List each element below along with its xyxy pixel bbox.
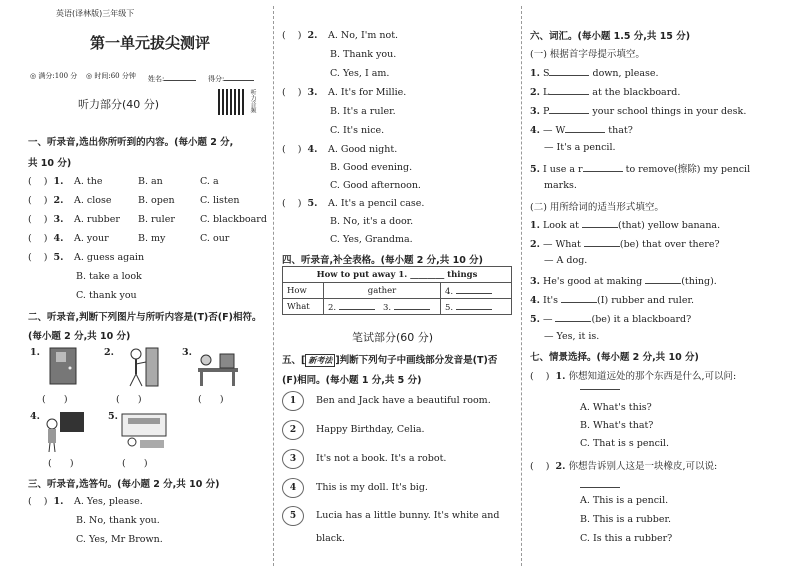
column-divider <box>521 6 522 566</box>
fill-item: 1. S down, please. <box>530 68 659 79</box>
option-b[interactable]: B. my <box>138 233 166 244</box>
column-left <box>28 0 266 572</box>
score-field[interactable] <box>208 71 254 84</box>
sentence: Lucia has a little bunny. It's white and <box>316 510 500 521</box>
boy-opening-door-icon <box>122 344 162 388</box>
fill-item: 3. P your school things in your desk. <box>530 106 747 117</box>
table-cell-what: What <box>283 299 324 315</box>
option-b[interactable]: B. No, thank you. <box>76 515 160 526</box>
table-cell-gather: gather <box>324 283 441 299</box>
option-c[interactable]: C. listen <box>200 195 240 206</box>
option-b[interactable]: B. What's that? <box>580 420 654 431</box>
option-a[interactable]: A. Good night. <box>328 144 398 155</box>
option-b[interactable]: B. This is a rubber. <box>580 514 671 525</box>
answer-blank[interactable] <box>583 162 623 172</box>
option-a[interactable]: A. rubber <box>74 214 120 225</box>
subsection-heading: (一) 根据首字母提示填空。 <box>530 49 645 60</box>
option-c[interactable]: C. It's nice. <box>330 125 385 136</box>
answer-circle[interactable]: 4 <box>282 478 304 498</box>
answer-blank[interactable] <box>582 218 618 228</box>
answer-blank[interactable] <box>549 66 589 76</box>
answer-blank[interactable] <box>580 478 620 488</box>
picture-number: 5. <box>108 411 118 422</box>
answer-blank[interactable] <box>549 85 589 95</box>
section2-heading: 二、听录音,判断下列图片与所听内容是(T)否(F)相符。 <box>28 312 262 323</box>
option-c[interactable]: C. thank you <box>76 290 137 301</box>
section3-heading: 三、听录音,选答句。(每小题 2 分,共 10 分) <box>28 479 220 490</box>
option-c[interactable]: C. Yes, I am. <box>330 68 390 79</box>
desk-scene-icon <box>196 350 240 388</box>
picture-number: 2. <box>104 347 114 358</box>
section5-heading: 五、[ 新考法 ]判断下列句子中画线部分发音是(T)否 <box>282 355 498 366</box>
section1-heading-cont: 共 10 分) <box>28 158 72 169</box>
score-label: 得分: <box>208 75 225 83</box>
section6-heading: 六、词汇。(每小题 1.5 分,共 15 分) <box>530 31 691 42</box>
classroom-icon <box>120 412 168 452</box>
column-middle <box>282 0 514 572</box>
score-info: ◎ 满分:100 分 <box>30 72 78 80</box>
door-picture-icon <box>48 346 78 386</box>
sentence: This is my doll. It's big. <box>316 482 428 493</box>
option-c[interactable]: C. Yes, Mr Brown. <box>76 534 163 545</box>
column-right <box>530 0 770 572</box>
option-a[interactable]: A. It's for Millie. <box>328 87 407 98</box>
qr-code-icon[interactable] <box>218 89 244 115</box>
list-item: ( ) 2. 你想告诉别人这是一块橡皮,可以说: <box>530 461 718 472</box>
option-b[interactable]: B. It's a ruler. <box>330 106 396 117</box>
name-label: 姓名: <box>148 75 165 83</box>
column-divider <box>273 6 274 566</box>
teacher-blackboard-icon <box>42 410 86 454</box>
option-a[interactable]: A. What's this? <box>580 402 652 413</box>
option-c[interactable]: C. That is s pencil. <box>580 438 669 449</box>
sentence: Happy Birthday, Celia. <box>316 424 425 435</box>
picture-number: 3. <box>182 347 192 358</box>
list-item: ( ) 3. <box>28 214 64 225</box>
fill-item-reply: — Yes, it is. <box>544 331 600 342</box>
section1-heading: 一、听录音,选出你所听到的内容。(每小题 2 分, <box>28 137 234 148</box>
answer-paren[interactable]: ( ) <box>42 394 68 405</box>
fill-table <box>282 266 512 315</box>
fill-item: 1. Look at (that) yellow banana. <box>530 220 721 231</box>
list-item: ( ) 4. <box>282 144 318 155</box>
option-a[interactable]: A. guess again <box>74 252 145 263</box>
list-item: ( ) 3. <box>282 87 318 98</box>
option-c[interactable]: C. blackboard <box>200 214 267 225</box>
section7-heading: 七、情景选择。(每小题 2 分,共 10 分) <box>530 352 699 363</box>
fill-item: 3. He's good at making (thing). <box>530 276 717 287</box>
option-c[interactable]: C. a <box>200 176 219 187</box>
answer-circle[interactable]: 5 <box>282 506 304 526</box>
answer-blank[interactable] <box>580 380 620 390</box>
option-a[interactable]: A. This is a pencil. <box>580 495 669 506</box>
picture-number: 1. <box>30 347 40 358</box>
answer-blank[interactable] <box>584 237 620 247</box>
page-title: 第一单元拔尖测评 <box>90 34 211 52</box>
answer-blank[interactable] <box>645 274 681 284</box>
option-b[interactable]: B. No, it's a door. <box>330 216 414 227</box>
answer-blank[interactable] <box>555 312 591 322</box>
option-a[interactable]: A. No, I'm not. <box>328 30 399 41</box>
option-c[interactable]: C. our <box>200 233 230 244</box>
name-field[interactable] <box>148 71 196 84</box>
fill-item: 5. I use a r to remove(擦除) my pencil <box>530 164 751 175</box>
picture-number: 4. <box>30 411 40 422</box>
fill-item: 2. — What (be) that over there? <box>530 239 720 250</box>
fill-item-reply: — It's a pencil. <box>544 142 616 153</box>
answer-blank[interactable] <box>549 104 589 114</box>
list-item: ( ) 4. <box>28 233 64 244</box>
qr-label: 听力音频 <box>249 89 256 113</box>
option-b[interactable]: B. take a look <box>76 271 142 282</box>
new-format-tag: 新考法 <box>305 354 335 367</box>
list-item: ( ) 1. <box>28 176 64 187</box>
answer-blank[interactable] <box>561 293 597 303</box>
answer-paren[interactable]: ( ) <box>116 394 142 405</box>
sentence: It's not a book. It's a robot. <box>316 453 447 464</box>
list-item: ( ) 5. <box>28 252 64 263</box>
option-b[interactable]: B. an <box>138 176 163 187</box>
fill-item-reply: — A dog. <box>544 255 588 266</box>
time-info: ◎ 时间:60 分钟 <box>86 72 136 80</box>
fill-item-cont: marks. <box>544 180 577 191</box>
table-cell-blank-5[interactable]: 5. <box>441 299 512 315</box>
sentence: Ben and Jack have a beautiful room. <box>316 395 491 406</box>
answer-blank[interactable] <box>565 123 605 133</box>
list-item: ( ) 1. <box>28 496 64 507</box>
answer-paren[interactable]: ( ) <box>198 394 224 405</box>
table-cell-how: How <box>283 283 324 299</box>
section4-heading: 四、听录音,补全表格。(每小题 2 分,共 10 分) <box>282 255 483 266</box>
answer-circle[interactable]: 1 <box>282 391 304 411</box>
answer-circle[interactable]: 3 <box>282 449 304 469</box>
option-a[interactable]: A. the <box>74 176 103 187</box>
fill-item: 2. L at the blackboard. <box>530 87 681 98</box>
fill-item: 4. It's (I) rubber and ruler. <box>530 295 694 306</box>
option-c[interactable]: C. Good afternoon. <box>330 180 421 191</box>
listening-title: 听力部分(40 分) <box>78 98 160 111</box>
table-cell-blanks[interactable]: 2. 3. <box>324 299 441 315</box>
subsection-heading: (二) 用所给词的适当形式填空。 <box>530 202 664 213</box>
table-cell-blank-4[interactable]: 4. <box>441 283 512 299</box>
list-item: ( ) 1. 你想知道远处的那个东西是什么,可以问: <box>530 371 737 382</box>
list-item: ( ) 2. <box>282 30 318 41</box>
fill-item: 5. — (be) it a blackboard? <box>530 314 692 325</box>
option-a[interactable]: A. It's a pencil case. <box>328 198 425 209</box>
answer-circle[interactable]: 2 <box>282 420 304 440</box>
option-a[interactable]: A. Yes, please. <box>74 496 143 507</box>
section2-heading-cont: (每小题 2 分,共 10 分) <box>28 331 131 342</box>
written-title: 笔试部分(60 分) <box>352 331 434 344</box>
option-b[interactable]: B. Thank you. <box>330 49 397 60</box>
list-item: ( ) 2. <box>28 195 64 206</box>
fill-item: 4. — W that? <box>530 125 633 136</box>
option-c[interactable]: C. Yes, Grandma. <box>330 234 413 245</box>
option-b[interactable]: B. ruler <box>138 214 175 225</box>
list-item: ( ) 5. <box>282 198 318 209</box>
option-a[interactable]: A. close <box>74 195 112 206</box>
table-title: How to put away 1. ________ things <box>283 267 512 283</box>
answer-paren[interactable]: ( ) <box>122 458 148 469</box>
section5-heading-cont: (F)相同。(每小题 1 分,共 5 分) <box>282 375 422 386</box>
option-a[interactable]: A. your <box>74 233 109 244</box>
option-b[interactable]: B. Good evening. <box>330 162 413 173</box>
option-b[interactable]: B. open <box>138 195 175 206</box>
book-label: 英语(译林版)三年级下 <box>56 9 135 18</box>
option-c[interactable]: C. Is this a rubber? <box>580 533 673 544</box>
sentence-cont: black. <box>316 533 345 544</box>
answer-paren[interactable]: ( ) <box>48 458 74 469</box>
